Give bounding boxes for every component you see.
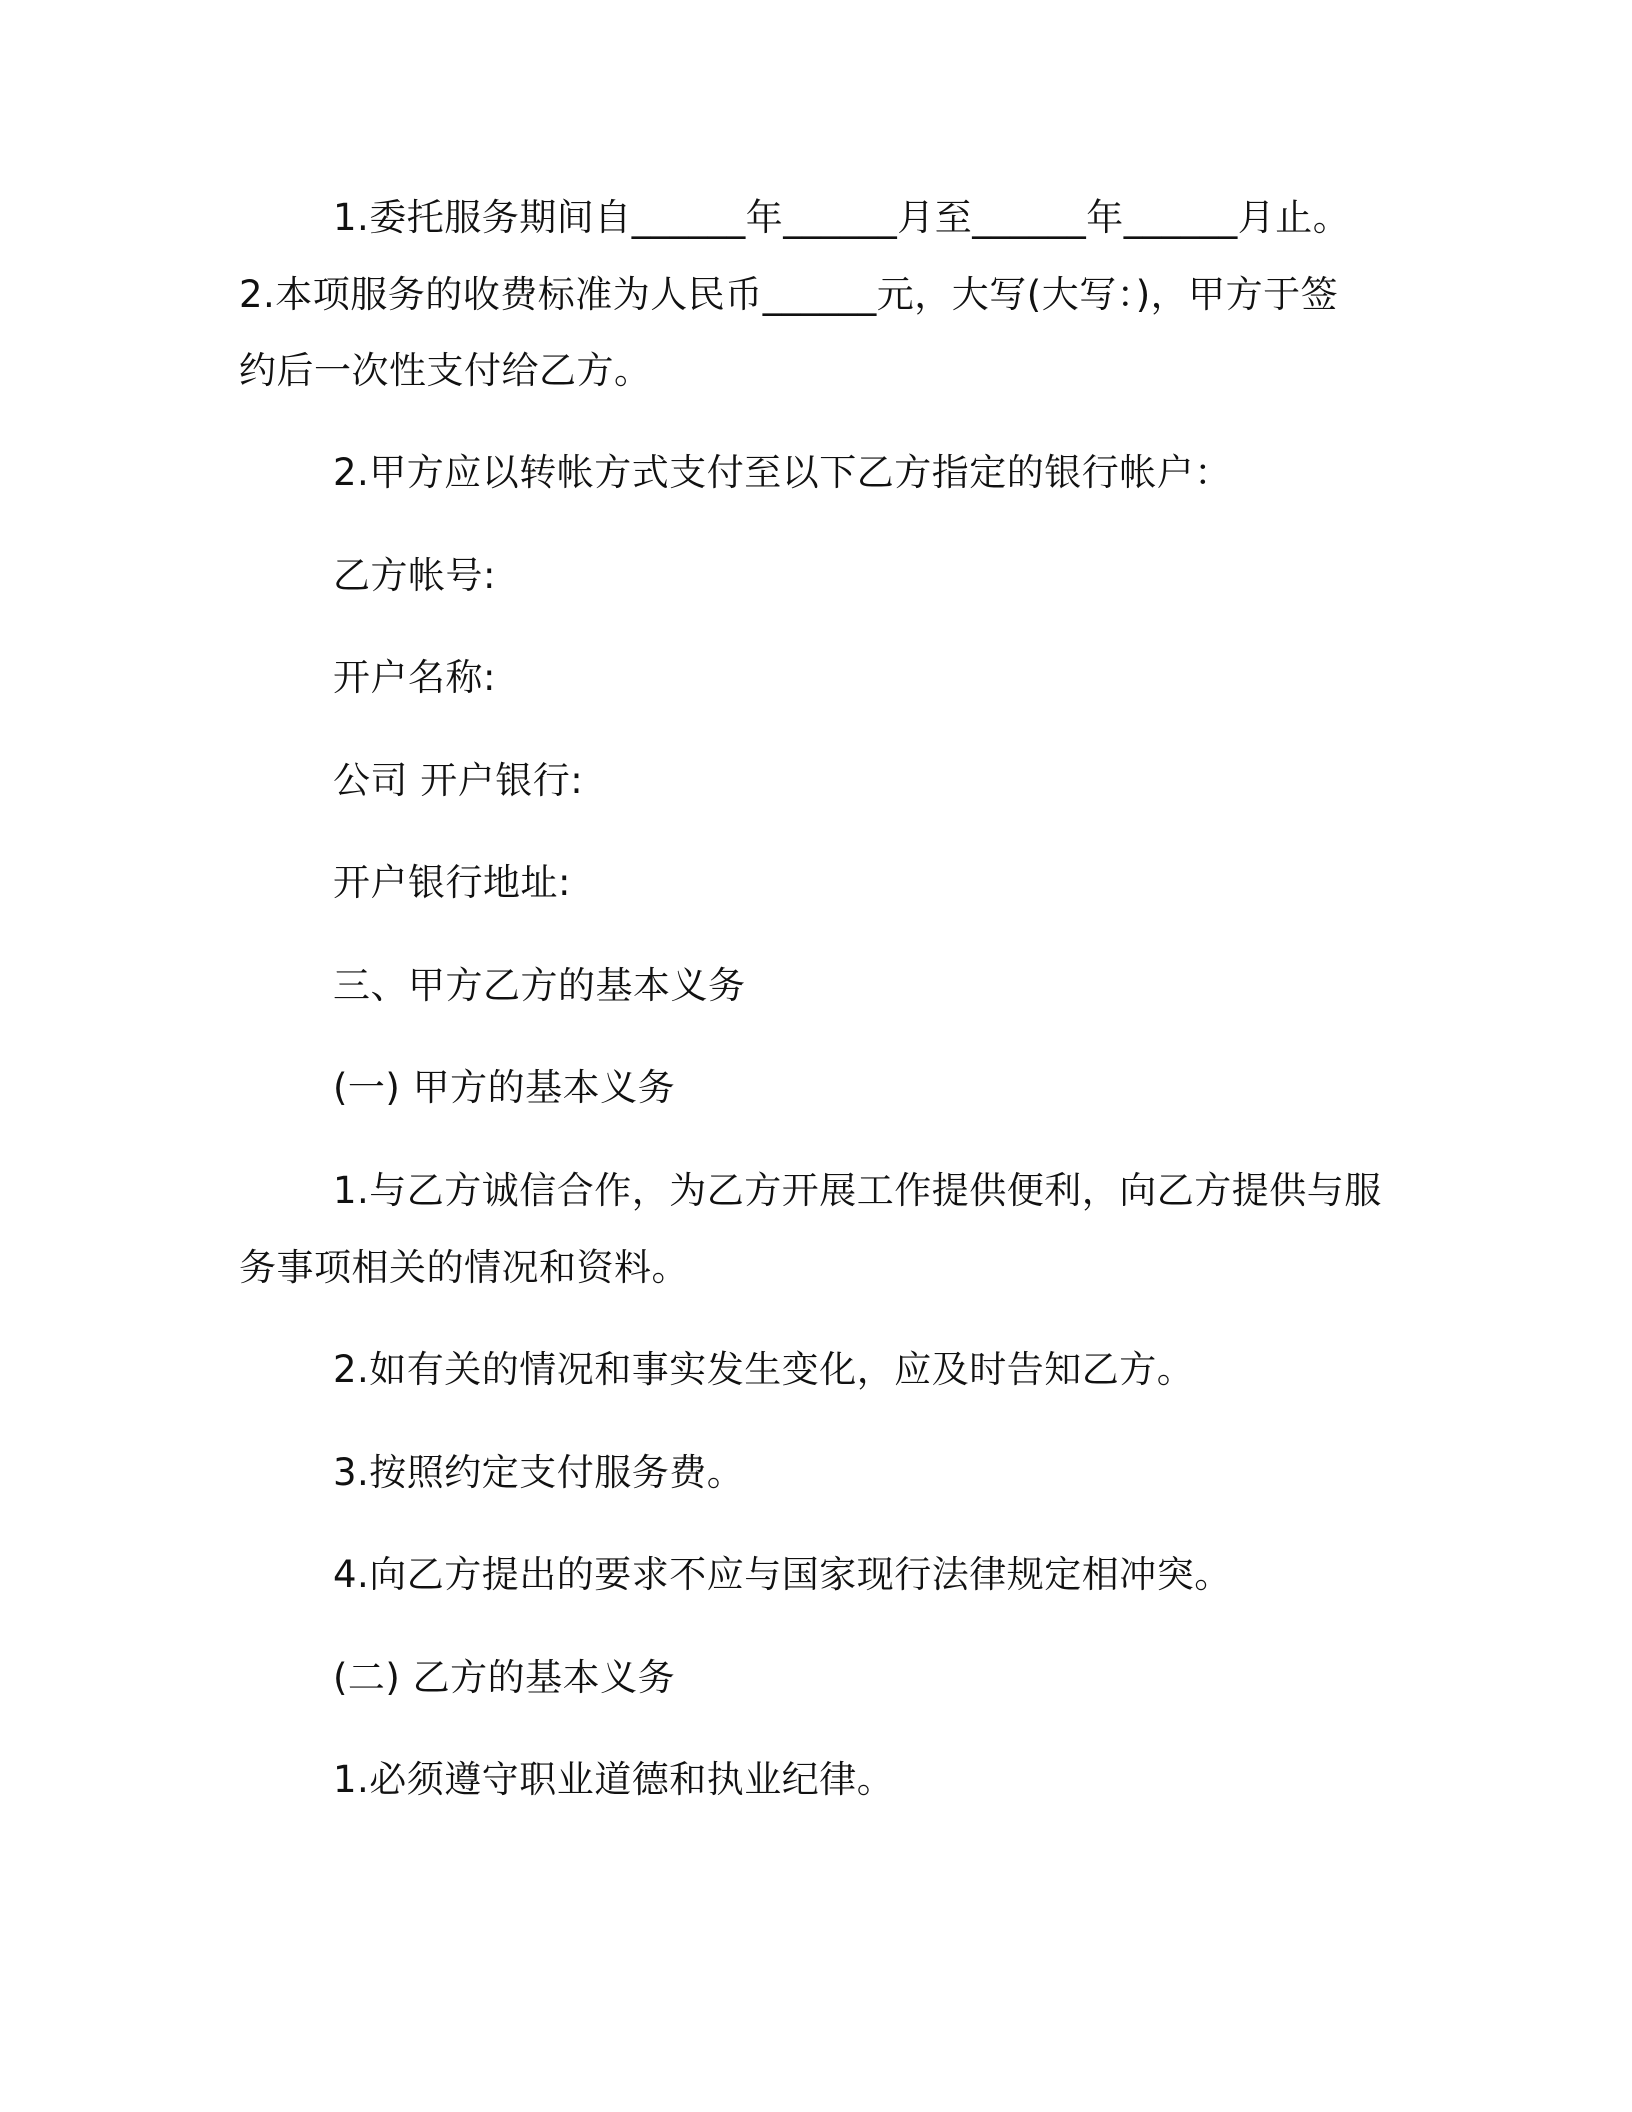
account-number-label: 乙方帐号:	[333, 554, 496, 597]
party-b-obligation-1: 1.必须遵守职业道德和执业纪律。	[333, 1758, 895, 1801]
service-period-clause: 1.委托服务期间自______年______月至______年______月止。	[333, 196, 1351, 239]
section-heading-obligations: 三、甲方乙方的基本义务	[333, 964, 746, 1007]
party-a-obligation-4: 4.向乙方提出的要求不应与国家现行法律规定相冲突。	[333, 1553, 1232, 1596]
subsection-heading-party-b: (二) 乙方的基本义务	[333, 1656, 676, 1699]
account-name-label: 开户名称:	[333, 656, 496, 699]
party-a-obligation-2: 2.如有关的情况和事实发生变化，应及时告知乙方。	[333, 1348, 1195, 1391]
party-a-obligation-1-line-2: 务事项相关的情况和资料。	[239, 1246, 689, 1289]
fee-clause-line-2: 约后一次性支付给乙方。	[239, 349, 652, 392]
payment-method-clause: 2.甲方应以转帐方式支付至以下乙方指定的银行帐户：	[333, 451, 1232, 494]
bank-address-label: 开户银行地址:	[333, 861, 571, 904]
bank-name-label: 公司 开户银行:	[333, 759, 584, 802]
party-a-obligation-1-line-1: 1.与乙方诚信合作，为乙方开展工作提供便利，向乙方提供与服	[333, 1169, 1382, 1212]
subsection-heading-party-a: (一) 甲方的基本义务	[333, 1066, 676, 1109]
fee-clause-line-1: 2.本项服务的收费标准为人民币______元，大写(大写：)，甲方于签	[239, 273, 1339, 316]
party-a-obligation-3: 3.按照约定支付服务费。	[333, 1451, 745, 1494]
